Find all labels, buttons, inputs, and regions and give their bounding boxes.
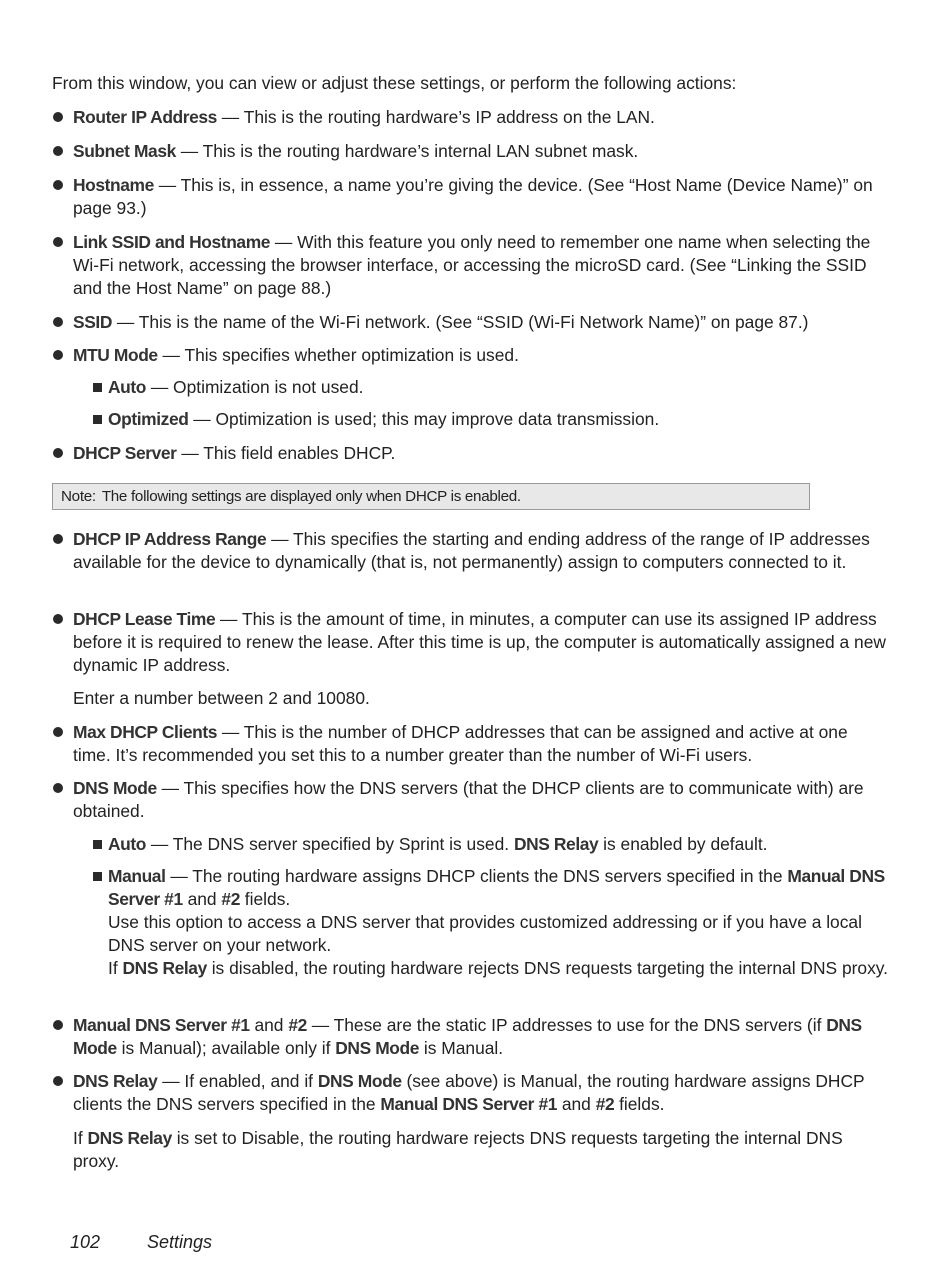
description: — Optimization is used; this may improve data transmission. — [188, 409, 660, 429]
list-item-dns-mode — [73, 777, 888, 823]
description: — This is the number of DHCP addresses that can be assigned and active at one time. It’s recommended you set this to a number greater than the number of Wi-Fi users. — [73, 722, 848, 765]
bullet-icon — [53, 614, 63, 624]
list-item-mtu-mode — [73, 344, 888, 367]
note-box — [52, 483, 810, 510]
bullet-icon — [53, 448, 63, 458]
intro-paragraph: From this window, you can view or adjust these settings, or perform the following actions: — [52, 73, 737, 93]
list-item-dhcp-range — [73, 528, 888, 574]
description: — Optimization is not used. — [146, 377, 364, 397]
term: DHCP IP Address Range — [73, 529, 267, 549]
term: Router IP Address — [73, 107, 217, 127]
sub-item-mtu-optimized — [108, 408, 888, 431]
bullet-icon — [53, 112, 63, 122]
term: MTU Mode — [73, 345, 158, 365]
list-item-ssid — [73, 311, 888, 334]
list-item-router-ip — [73, 106, 888, 129]
term: DNS Mode — [73, 778, 157, 798]
page-number: 102 — [70, 1232, 101, 1252]
bullet-icon — [53, 1076, 63, 1086]
term: Auto — [108, 834, 146, 854]
list-item-dns-relay: DNS Relay — If enabled, and if DNS Mode (see above) is Manual, the routing hardware assigns DHCP clients the DNS servers specified in the Manual DNS Server #1 and #2 fields. — [73, 1070, 888, 1116]
bullet-icon — [53, 317, 63, 327]
description: — This field enables DHCP. — [176, 443, 396, 463]
list-item-subnet-mask — [73, 140, 888, 163]
term: SSID — [73, 312, 112, 332]
square-bullet-icon — [93, 872, 102, 881]
bullet-icon — [53, 237, 63, 247]
note-label: Note: — [61, 488, 96, 505]
term: Hostname — [73, 175, 154, 195]
description: — This is the routing hardware’s internal LAN subnet mask. — [175, 141, 639, 161]
term: Optimized — [108, 409, 189, 429]
section-title: Settings — [147, 1232, 213, 1252]
term: DNS Relay — [73, 1071, 158, 1091]
dns-relay-disable-note: If DNS Relay is set to Disable, the routing hardware rejects DNS requests targeting the internal DNS proxy. — [73, 1128, 843, 1171]
bullet-icon — [53, 180, 63, 190]
term: Auto — [108, 377, 146, 397]
list-item-hostname — [73, 174, 888, 220]
bullet-icon — [53, 534, 63, 544]
sub-item-dns-auto: Auto — The DNS server specified by Sprint is used. DNS Relay is enabled by default. — [108, 833, 888, 856]
list-item-link-ssid — [73, 231, 888, 300]
list-item-max-clients — [73, 721, 888, 767]
square-bullet-icon — [93, 415, 102, 424]
term: Subnet Mask — [73, 141, 176, 161]
description: — This is the routing hardware’s IP address on the LAN. — [216, 107, 655, 127]
bullet-icon — [53, 1020, 63, 1030]
description: — This specifies whether optimization is used. — [157, 345, 519, 365]
sub-item-mtu-auto — [108, 376, 888, 399]
list-item-manual-dns-server: Manual DNS Server #1 and #2 — These are the static IP addresses to use for the DNS servers (if DNS Mode is Manual); available only if DNS Mode is Manual. — [73, 1014, 888, 1060]
term: Manual — [108, 866, 166, 886]
square-bullet-icon — [93, 383, 102, 392]
lease-time-range-note: Enter a number between 2 and 10080. — [73, 688, 370, 708]
description: — This specifies the starting and ending address of the range of IP addresses available for the device to dynamically (that is, not permanently) assign to computers connected to it. — [73, 529, 870, 572]
note-text: The following settings are displayed only when DHCP is enabled. — [101, 488, 521, 505]
term: Link SSID and Hostname — [73, 232, 271, 252]
description: — With this feature you only need to remember one name when selecting the Wi-Fi network, accessing the browser interface, or accessing the microSD card. (See “Linking the SSID and the Host Name” on page 88.) — [73, 232, 871, 298]
dns-manual-usage: Use this option to access a DNS server that provides customized addressing or if you have a local DNS server on your network. — [108, 912, 862, 955]
square-bullet-icon — [93, 840, 102, 849]
term: Manual DNS Server #1 — [73, 1015, 250, 1035]
bullet-icon — [53, 783, 63, 793]
term: Max DHCP Clients — [73, 722, 218, 742]
description: — This is the amount of time, in minutes, a computer can use its assigned IP address before it is required to renew the lease. After this time is up, the computer is automatically assigned a new dynamic IP address. — [73, 609, 886, 675]
term: DHCP Lease Time — [73, 609, 216, 629]
bullet-icon — [53, 146, 63, 156]
bullet-icon — [53, 350, 63, 360]
description: — This is the name of the Wi-Fi network. (See “SSID (Wi-Fi Network Name)” on page 87.) — [112, 312, 809, 332]
term: DHCP Server — [73, 443, 177, 463]
list-item-lease-time — [73, 608, 888, 677]
description: — This specifies how the DNS servers (that the DHCP clients are to communicate with) are obtained. — [73, 778, 864, 821]
description: — This is, in essence, a name you’re giving the device. (See “Host Name (Device Name)” on page 93.) — [73, 175, 873, 218]
sub-item-dns-manual: Manual — The routing hardware assigns DHCP clients the DNS servers specified in the Manual DNS Server #1 and #2 fields. Use this option to access a DNS server that provides customized addressing or if you have a local DNS server on your network. If DNS Relay is disabled, the routing hardware rejects DNS requests targeting the internal DNS proxy. — [108, 865, 888, 980]
list-item-dhcp-server — [73, 442, 888, 465]
bullet-icon — [53, 727, 63, 737]
